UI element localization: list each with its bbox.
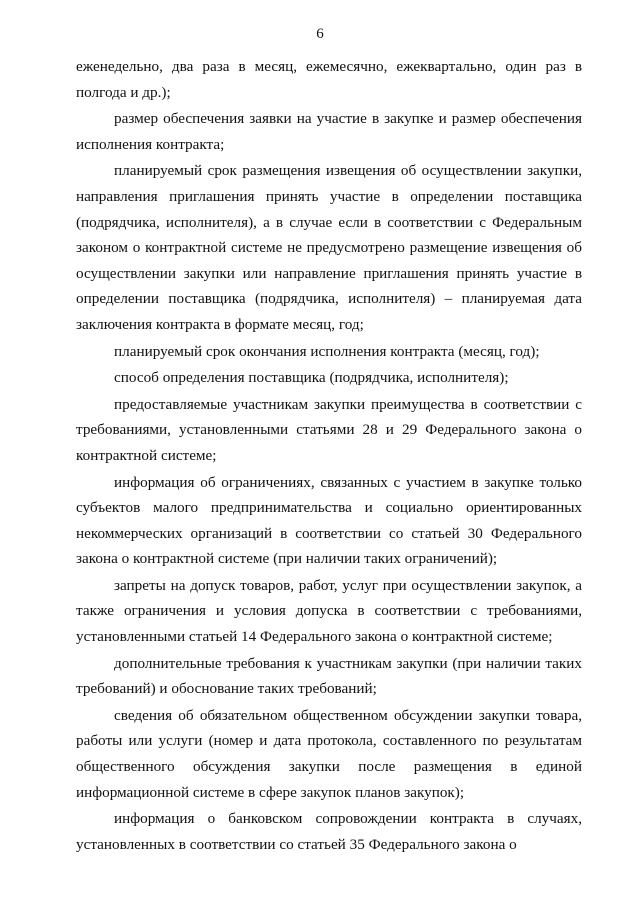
document-body [76, 54, 582, 858]
paragraph: еженедельно, два раза в месяц, ежемесячно, ежеквартально, один раз в полгода и др.); [76, 58, 582, 101]
paragraph: способ определения поставщика (подрядчика, исполнителя); [114, 369, 509, 387]
paragraph: планируемый срок размещения извещения об осуществлении закупки, направления приглашения принять участие в определении поставщика (подрядчика, исполнителя), а в случае если в соответствии с Федеральным законом о контрактной системе не предусмотрено размещение извещения об осуществлении закупки или направление приглашения принять участие в определении поставщика (подрядчика, исполнителя) – планируемая дата заключения контракта в формате месяц, год; [76, 162, 582, 333]
paragraph: информация о банковском сопровождении контракта в случаях, установленных в соответствии со статьей 35 Федерального закона о [76, 810, 582, 853]
paragraph: предоставляемые участникам закупки преимущества в соответствии с требованиями, установленными статьями 28 и 29 Федерального закона о контрактной системе; [76, 395, 582, 464]
paragraph: запреты на допуск товаров, работ, услуг при осуществлении закупок, а также ограничения и условия допуска в соответствии с требованиями, установленными статьей 14 Федерального закона о контрактной системе; [76, 576, 582, 646]
page-number: 6 [316, 26, 324, 42]
paragraph: сведения об обязательном общественном обсуждении закупки товара, работы или услуги (номер и дата протокола, составленного по результатам общественного обсуждения закупки после размещения в единой информационной системе в сфере закупок планов закупок); [76, 706, 582, 801]
paragraph: размер обеспечения заявки на участие в закупке и размер обеспечения исполнения контракта; [76, 110, 582, 153]
paragraph: планируемый срок окончания исполнения контракта (месяц, год); [114, 342, 540, 360]
paragraph: дополнительные требования к участникам закупки (при наличии таких требований) и обоснование таких требований; [76, 654, 582, 698]
paragraph: информация об ограничениях, связанных с участием в закупке только субъектов малого предпринимательства и социально ориентированных некоммерческих организаций в соответствии со статьей 30 Федерального закона о контрактной системе (при наличии таких ограничений); [76, 473, 582, 568]
